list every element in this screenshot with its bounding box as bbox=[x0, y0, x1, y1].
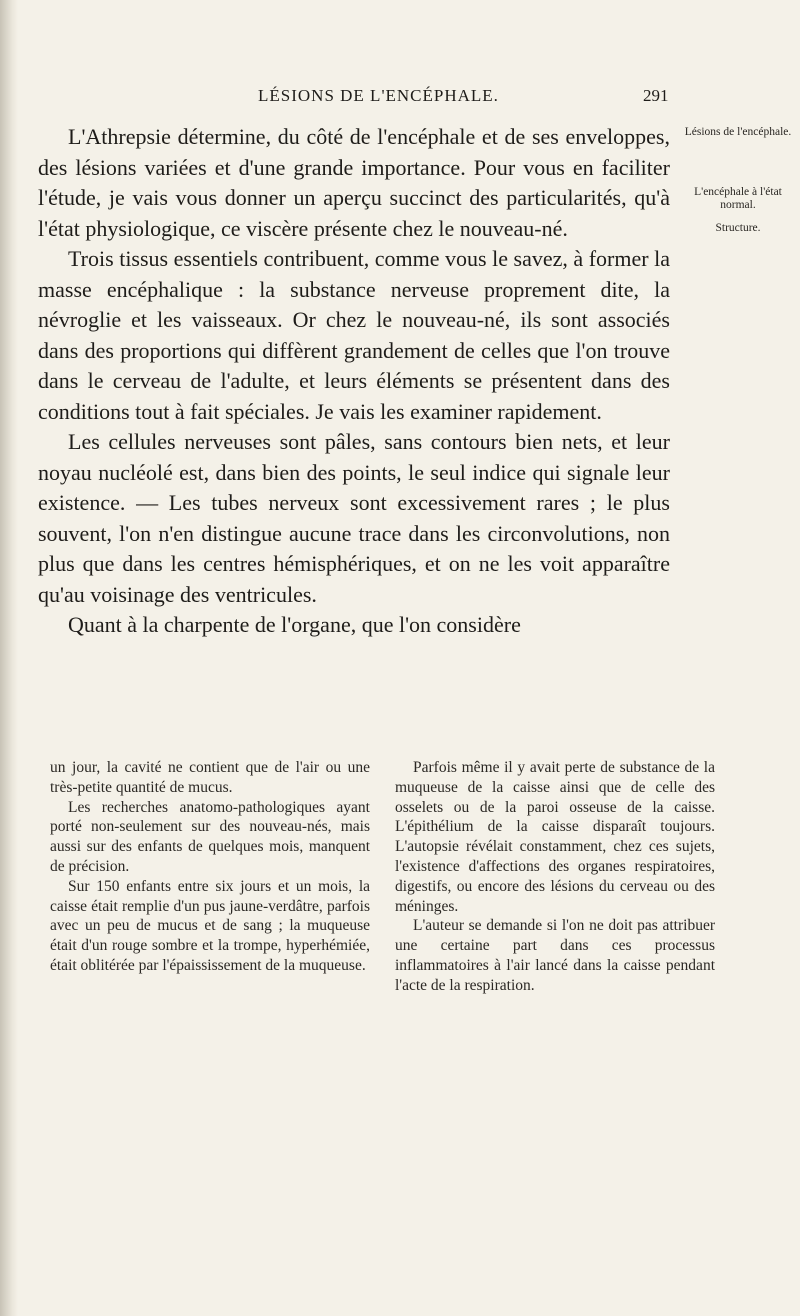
footnote-paragraph: L'auteur se demande si l'on ne doit pas attribuer une certaine part dans ces processus inflammatoires à l'air lancé dans la caisse pendant l'acte de la respiration. bbox=[395, 917, 715, 994]
paragraph-tissus: Trois tissus essentiels contribuent, comme vous le savez, à former la masse encéphalique : la substance nerveuse proprement dite, la névroglie et les vaisseaux. Or chez le nouveau-né, ils sont associés dans des proportions qui diffèrent grandement de celles que l'on trouve dans le cerveau de l'adulte, et leurs éléments se présentent dans des conditions tout à fait spéciales. Je vais les examiner rapidement. bbox=[38, 246, 670, 424]
footnotes bbox=[50, 758, 740, 1008]
running-title: LÉSIONS DE L'ENCÉPHALE. bbox=[258, 86, 499, 105]
page-number: 291 bbox=[643, 86, 669, 105]
footnote-paragraph: Les recherches anatomo-pathologiques ayant porté non-seulement sur des nouveau-nés, mais aussi sur des enfants de quelques mois, manquent de précision. bbox=[50, 798, 370, 875]
margin-note-structure: Structure. bbox=[715, 222, 761, 234]
footnote-paragraph: Sur 150 enfants entre six jours et un mois, la caisse était remplie d'un pus jaune-verdâtre, parfois avec un peu de mucus et de sang ; la muqueuse était d'un rouge sombre et la trompe, hyperhémiée, était oblitérée par l'épaississement de la muqueuse. bbox=[50, 877, 370, 974]
footnote-column-right bbox=[395, 758, 715, 996]
paragraph-cellules: Les cellules nerveuses sont pâles, sans contours bien nets, et leur noyau nucléolé est, dans bien des points, le seul indice qui signale leur existence. — Les tubes nerveux sont excessivement rares ; le plus souvent, l'on n'en distingue aucune trace dans les circonvolutions, non plus que dans les centres hémisphériques, et on ne les voit apparaître qu'au voisinage des ventricules. bbox=[38, 429, 670, 607]
paragraph-charpente: Quant à la charpente de l'organe, que l'on considère bbox=[68, 612, 521, 637]
paragraph-athrepsie: L'Athrepsie détermine, du côté de l'encéphale et de ses enveloppes, des lésions variées et d'une grande importance. Pour vous en faciliter l'étude, je vais vous donner un aperçu succinct des particularités, qu'à l'état physiologique, ce viscère présente chez le nouveau-né. bbox=[38, 124, 670, 241]
footnote-paragraph: un jour, la cavité ne contient que de l'air ou une très-petite quantité de mucus. bbox=[50, 759, 370, 796]
margin-note-etat-normal: L'encéphale à l'état normal. bbox=[694, 186, 782, 211]
footnote-paragraph: Parfois même il y avait perte de substance de la muqueuse de la caisse ainsi que de celle des osselets ou de la paroi osseuse de la caisse. L'épithélium de la caisse disparaît toujours. L'autopsie révélait constamment, chez ces sujets, l'existence d'affections des organes respiratoires, digestifs, ou encore des lésions du cerveau ou des méninges. bbox=[395, 759, 715, 915]
page-binding-edge bbox=[0, 0, 18, 1316]
margin-note-lesions: Lésions de l'encéphale. bbox=[684, 126, 792, 138]
running-head bbox=[0, 86, 800, 112]
main-text bbox=[38, 122, 670, 641]
footnote-column-left bbox=[50, 758, 370, 976]
